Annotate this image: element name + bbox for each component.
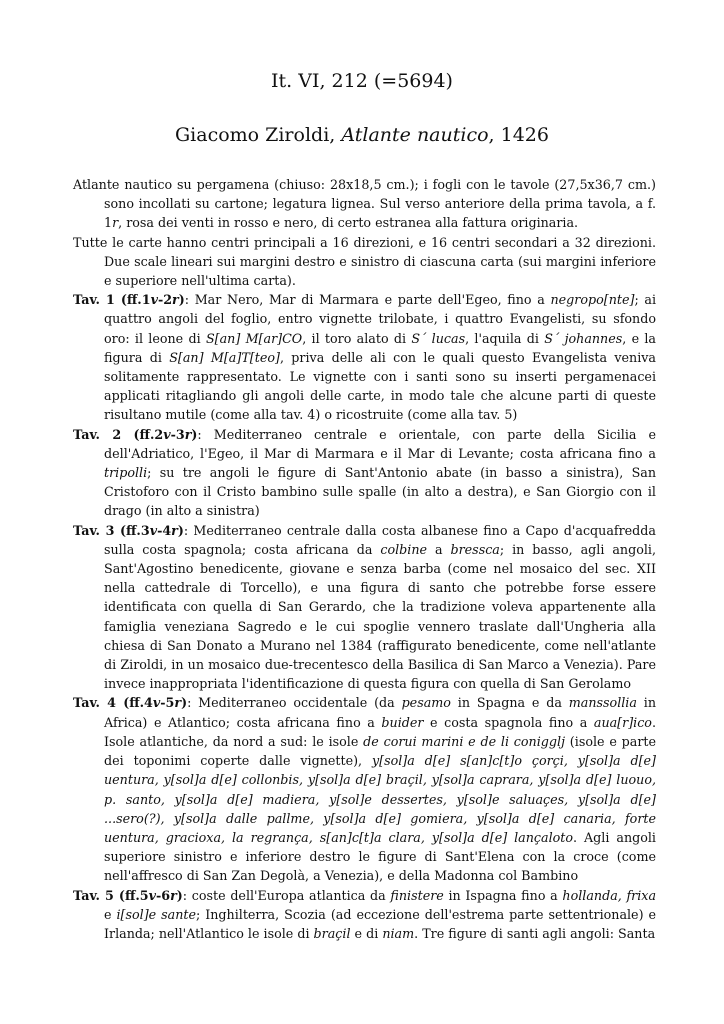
bold-text: Tav. 4 (ff.4 (73, 695, 153, 711)
italic-text: r (112, 215, 119, 231)
text-run: ; in basso, agli angoli, Sant'Agostino benedicente, giovane e senza barba (come nel mosaico del sec. XII nella cattedrale di Torcello), e una figura di santo che potrebbe forse essere identificata con quella di San Gerardo, che la tradizione voleva appartenente alla famiglia veneziana Sagredo e le cui spoglie vennero traslate dall'Ungheria alla chiesa di San Donato a Murano nel 1384 (raffigurato benedicente, come nell'atlante di Ziroldi, in un mosaico due-trecentesco della Basilica di San Marco a Venezia). Pare invece inappropriata l'identificazione di questa figura con quella di San Gerolamo (104, 541, 656, 692)
bold-italic-text (170, 888, 177, 903)
text-run: r (172, 292, 179, 308)
text-run: . Tre figure di santi agli angoli: Santa (414, 925, 656, 941)
bold-text: ) (191, 426, 198, 442)
italic-text: de corui marini e de li conigglj (363, 733, 566, 749)
italic-text: y[sol]a d[e] s[an]c[t]o çorçi, y[sol]a d[e] uentura, y[sol]a d[e] collonbis, y[sol]a d[e] braçil, y[sol]a caprara, y[sol]a d[e] luouo, p. santo, y[sol]a d[e] madiera, y[sol]e dessertes, y[sol]e saluaçes, y[sol]a d[e] ...sero(?), y[sol]a dalle pallme, y[sol]a d[e] gomiera, y[sol]a d[e] canaria, forte uentura, gracioxa, la regrança, s[an]c[t]a clara, y[sol]a d[e] lançaloto (104, 753, 656, 845)
work-year: , 1426 (488, 124, 549, 146)
text-run: a (427, 541, 451, 557)
text-run: r (170, 887, 177, 903)
bold-text: ) (178, 292, 185, 308)
text-run: Atlante nautico su pergamena (chiuso: 28x18,5 cm.); i fogli con le tavole (27,5x36,7 cm.) sono incollati su cartone; legatura lignea. Sul verso anteriore della prima tavola, a f. 1 (73, 177, 656, 231)
author-name: Giacomo Ziroldi, (175, 124, 342, 146)
text-run: , l'aquila di (465, 330, 545, 346)
italic-text: pesamo (401, 695, 451, 711)
text-run: in Africa) e Atlantico; costa africana fino a (104, 695, 656, 730)
bold-text: Tav. 5 (ff.5 (73, 887, 149, 903)
title-heading (0, 124, 724, 146)
bold-text: -2 (157, 292, 173, 308)
text-run: : Mediterraneo centrale e orientale, con parte della Sicilia e dell'Adriatico, l'Egeo, il Mar di Marmara e il Mar di Levante; costa africana fino a (104, 426, 656, 461)
bold-text: -6 (155, 887, 171, 903)
italic-text: buider (381, 714, 424, 730)
italic-text: colbine (380, 541, 428, 557)
bold-text: ) (176, 887, 183, 903)
bold-text: Tav. 3 (ff.3 (73, 522, 150, 538)
bold-text: -4 (157, 522, 172, 538)
text-run: in Spagna e da (450, 695, 569, 711)
text-run: v (148, 887, 156, 903)
text-run: Tutte le carte hanno centri principali a 16 direzioni, e 16 centri secondari a 32 direzioni. Due scale lineari sui margini destro e sinistro di ciascuna carta (sui margini inferiore e superiore nell'ultima carta). (73, 234, 656, 289)
text-run: : Mediterraneo occidentale (da (187, 695, 402, 711)
italic-text: S´ lucas (411, 330, 466, 346)
italic-text: aua[r]ico (593, 714, 652, 730)
text-run: r (174, 695, 182, 711)
paragraph (73, 521, 656, 694)
text-run: , e la figura di (104, 330, 656, 365)
text-run: . Isole atlantiche, da nord a sud: le isole (104, 714, 656, 749)
text-run: : Mar Nero, Mar di Marmara e parte dell'Egeo, fino a (184, 292, 551, 308)
italic-text: S[an] M[ar]CO (205, 330, 303, 346)
text-run: , priva delle ali con le quali questo Evangelista veniva solitamente rappresentato. Le vignette con i santi sono su inserti pergamenacei applicati ritagliando gli angoli delle carte, in modo tale che alcune parti di queste risultano mutile (come alla tav. 4) o ricostruite (come alla tav. 5) (104, 349, 656, 423)
italic-text: braçil (313, 925, 351, 941)
description-body (73, 175, 656, 943)
italic-text: niam (382, 925, 415, 941)
paragraph (73, 290, 656, 424)
text-run: ; su tre angoli le figure di Sant'Antonio abate (in basso a sinistra), San Cristoforo con il Cristo bambino sulle spalle (in alto a destra), e San Giorgio con il drago (in alto a sinistra) (104, 465, 656, 519)
bold-text: -5 (160, 695, 175, 711)
text-run: r (184, 426, 192, 442)
text-run: , il toro alato di (302, 330, 412, 346)
italic-text: finistere (390, 887, 444, 903)
bold-italic-text (150, 523, 157, 538)
text-run: v (152, 695, 161, 711)
italic-text: tripolli (104, 465, 148, 481)
italic-text: negropo[nte] (550, 292, 635, 308)
bold-text: -3 (170, 426, 185, 442)
text-run: v (150, 292, 158, 308)
italic-text: hollanda, frixa (562, 887, 657, 903)
italic-text: S[an] M[a]T[teo] (169, 349, 280, 365)
italic-text: manssollia (568, 695, 637, 711)
work-title: Atlante nautico (341, 124, 489, 146)
italic-text: S´ johannes (544, 330, 623, 346)
paragraph (73, 693, 656, 885)
bold-italic-text (171, 523, 178, 538)
text-run: ; ai quattro angoli del foglio, entro vignette trilobate, i quattro Evangelisti, su sfondo oro: il leone di (104, 292, 657, 346)
text-run: : Mediterraneo centrale dalla costa albanese fino a Capo d'acquafredda sulla costa spagnola; costa africana da (104, 522, 656, 557)
text-run: : coste dell'Europa atlantica da (182, 887, 391, 903)
bold-italic-text (151, 292, 158, 307)
shelfmark-heading: It. VI, 212 (=5694) (271, 70, 453, 92)
text-run: ; Inghilterra, Scozia (ad eccezione dell'estrema parte settentrionale) e Irlanda; nell'Atlantico le isole di (104, 906, 656, 941)
bold-italic-text (163, 427, 170, 442)
text-run: in Ispagna fino a (443, 887, 563, 903)
italic-text: i[sol]e sante (116, 906, 196, 922)
italic-text: bressca (450, 541, 500, 557)
paragraph (73, 175, 656, 233)
bold-text: Tav. 1 (ff.1 (73, 292, 151, 308)
bold-text: ) (181, 695, 188, 711)
text-run: . Agli angoli superiore sinistro e inferiore destro le figure di Sant'Elena con la croce (come nell'affresco di San Zan Degolà, a Venezia), e della Madonna col Bambino (104, 829, 656, 884)
text-run: v (163, 426, 171, 442)
text-run: v (149, 522, 158, 538)
text-run: (isole e parte dei toponimi coperte dalle vignette), (104, 733, 656, 769)
text-run: , rosa dei venti in rosso e nero, di certo estranea alla fattura originaria. (118, 215, 579, 231)
paragraph (73, 886, 656, 944)
text-run: e (104, 906, 117, 922)
bold-italic-text (172, 292, 179, 307)
text-run: e costa spagnola fino a (423, 714, 594, 730)
paragraph (73, 233, 656, 291)
bold-text: ) (177, 522, 184, 538)
paragraph (73, 425, 656, 521)
text-run: e di (350, 925, 383, 941)
bold-text: Tav. 2 (ff.2 (73, 426, 164, 442)
bold-italic-text (149, 888, 156, 903)
text-run: r (171, 522, 178, 538)
